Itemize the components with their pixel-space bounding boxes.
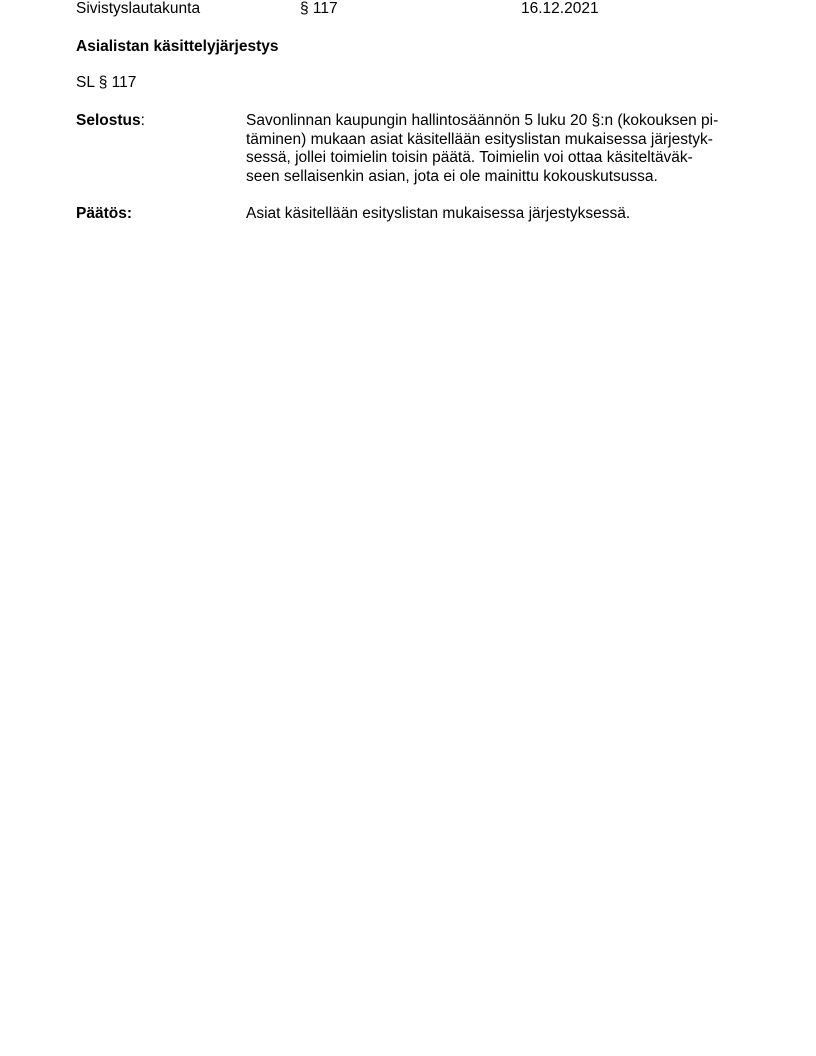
item-title: Asialistan käsittelyjärjestys (76, 38, 279, 55)
description-text (246, 112, 746, 187)
description-label: Selostus (76, 112, 141, 129)
description-label-row (76, 112, 145, 130)
header-organization: Sivistyslautakunta (76, 0, 201, 17)
decision-label: Päätös: (76, 205, 132, 222)
description-line: täminen) mukaan asiat käsitellään esityslistan mukaisessa järjestyk- (246, 130, 713, 148)
header-section-number: § 117 (300, 0, 338, 17)
header-date: 16.12.2021 (521, 0, 599, 17)
description-line: Savonlinnan kaupungin hallintosäännön 5 luku 20 §:n (kokouksen pi- (246, 112, 719, 129)
description-line: seen sellaisenkin asian, jota ei ole mainittu kokouskutsussa. (246, 168, 658, 186)
description-line: sessä, jollei toimielin toisin päätä. Toimielin voi ottaa käsiteltäväk- (246, 149, 693, 167)
item-reference: SL § 117 (76, 74, 137, 91)
description-label-suffix: : (140, 112, 145, 129)
decision-text: Asiat käsitellään esityslistan mukaisessa järjestyksessä. (246, 205, 631, 222)
